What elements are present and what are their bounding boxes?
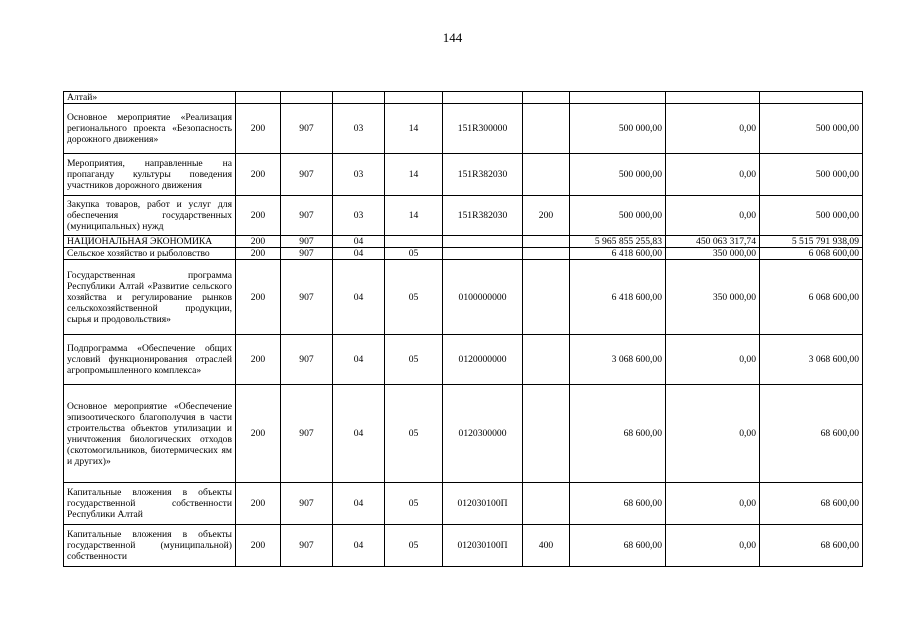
regional-amount-cell: 3 068 600,00 [760,335,863,385]
federal-amount-cell: 0,00 [666,104,760,154]
federal-amount-cell: 450 063 317,74 [666,236,760,248]
ministry-code-cell: 907 [281,248,333,260]
regional-amount-cell: 68 600,00 [760,385,863,483]
expense-type-cell [523,483,570,525]
subsection-code-cell: 05 [385,525,443,567]
subsection-code-cell: 05 [385,248,443,260]
total-amount-cell: 3 068 600,00 [570,335,666,385]
code-cell: 200 [236,196,281,236]
ministry-code-cell: 907 [281,154,333,196]
ministry-code-cell: 907 [281,236,333,248]
ministry-code-cell: 907 [281,483,333,525]
section-code-cell: 04 [333,335,385,385]
federal-amount-cell: 0,00 [666,385,760,483]
table-row [64,483,863,525]
table-row [64,260,863,335]
table-row [64,335,863,385]
target-article-cell: 0120000000 [443,335,523,385]
row-name-cell: Государственная программа Республики Алтай «Развитие сельского хозяйства и регулирование рынков сельскохозяйственной продукции, сырья и продовольствия» [64,260,236,335]
expense-type-cell [523,104,570,154]
total-amount-cell: 500 000,00 [570,104,666,154]
section-code-cell: 04 [333,248,385,260]
ministry-code-cell: 907 [281,196,333,236]
total-amount-cell: 68 600,00 [570,525,666,567]
row-name-cell: Сельское хозяйство и рыболовство [64,248,236,260]
regional-amount-cell: 500 000,00 [760,104,863,154]
page-number: 144 [442,30,463,45]
row-name-cell: Основное мероприятие «Реализация регионального проекта «Безопасность дорожного движения» [64,104,236,154]
row-name-cell: Алтай» [64,92,236,104]
code-cell: 200 [236,236,281,248]
section-code-cell: 04 [333,385,385,483]
subsection-code-cell: 05 [385,335,443,385]
code-cell: 200 [236,525,281,567]
table-row [64,385,863,483]
row-name-cell: Закупка товаров, работ и услуг для обеспечения государственных (муниципальных) нужд [64,196,236,236]
subsection-code-cell: 05 [385,483,443,525]
code-cell: 200 [236,335,281,385]
federal-amount-cell: 0,00 [666,483,760,525]
ministry-code-cell: 907 [281,104,333,154]
row-name-cell: НАЦИОНАЛЬНАЯ ЭКОНОМИКА [64,236,236,248]
expense-type-cell: 200 [523,196,570,236]
section-code-cell: 04 [333,260,385,335]
ministry-code-cell: 907 [281,335,333,385]
table-row [64,525,863,567]
subsection-code-cell [385,236,443,248]
table-row [64,248,863,260]
code-cell [236,92,281,104]
subsection-code-cell: 05 [385,385,443,483]
target-article-cell: 012030100П [443,483,523,525]
ministry-code-cell: 907 [281,260,333,335]
expense-type-cell [523,385,570,483]
table-row [64,104,863,154]
target-article-cell: 012030100П [443,525,523,567]
federal-amount-cell: 0,00 [666,154,760,196]
table-row [64,154,863,196]
code-cell: 200 [236,483,281,525]
code-cell: 200 [236,154,281,196]
total-amount-cell: 6 418 600,00 [570,248,666,260]
federal-amount-cell: 350 000,00 [666,248,760,260]
target-article-cell: 0120300000 [443,385,523,483]
target-article-cell: 151R300000 [443,104,523,154]
federal-amount-cell: 0,00 [666,196,760,236]
total-amount-cell: 68 600,00 [570,385,666,483]
target-article-cell [443,236,523,248]
federal-amount-cell: 0,00 [666,335,760,385]
regional-amount-cell: 6 068 600,00 [760,260,863,335]
total-amount-cell: 500 000,00 [570,154,666,196]
total-amount-cell: 500 000,00 [570,196,666,236]
regional-amount-cell [760,92,863,104]
row-name-cell: Подпрограмма «Обеспечение общих условий функционирования отраслей агропромышленного комплекса» [64,335,236,385]
subsection-code-cell [385,92,443,104]
section-code-cell: 03 [333,104,385,154]
subsection-code-cell: 14 [385,196,443,236]
subsection-code-cell: 14 [385,104,443,154]
row-name-cell: Капитальные вложения в объекты государственной (муниципальной) собственности [64,525,236,567]
regional-amount-cell: 5 515 791 938,09 [760,236,863,248]
ministry-code-cell: 907 [281,525,333,567]
section-code-cell: 04 [333,236,385,248]
regional-amount-cell: 68 600,00 [760,483,863,525]
federal-amount-cell: 0,00 [666,525,760,567]
expense-type-cell [523,335,570,385]
row-name-cell: Основное мероприятие «Обеспечение эпизоотического благополучия в части строительства объектов утилизации и уничтожения биологических отходов (скотомогильников, биотермических ям и других)» [64,385,236,483]
regional-amount-cell: 500 000,00 [760,196,863,236]
code-cell: 200 [236,385,281,483]
code-cell: 200 [236,260,281,335]
subsection-code-cell: 05 [385,260,443,335]
ministry-code-cell: 907 [281,385,333,483]
section-code-cell [333,92,385,104]
row-name-cell: Капитальные вложения в объекты государственной собственности Республики Алтай [64,483,236,525]
section-code-cell: 04 [333,525,385,567]
expense-type-cell [523,248,570,260]
total-amount-cell [570,92,666,104]
section-code-cell: 03 [333,154,385,196]
target-article-cell: 151R382030 [443,154,523,196]
expense-type-cell [523,92,570,104]
table-row [64,236,863,248]
target-article-cell: 151R382030 [443,196,523,236]
expense-type-cell [523,236,570,248]
budget-table [63,91,863,567]
total-amount-cell: 68 600,00 [570,483,666,525]
ministry-code-cell [281,92,333,104]
regional-amount-cell: 68 600,00 [760,525,863,567]
total-amount-cell: 6 418 600,00 [570,260,666,335]
section-code-cell: 04 [333,483,385,525]
regional-amount-cell: 500 000,00 [760,154,863,196]
federal-amount-cell [666,92,760,104]
expense-type-cell [523,154,570,196]
expense-type-cell [523,260,570,335]
subsection-code-cell: 14 [385,154,443,196]
expense-type-cell: 400 [523,525,570,567]
regional-amount-cell: 6 068 600,00 [760,248,863,260]
code-cell: 200 [236,104,281,154]
code-cell: 200 [236,248,281,260]
target-article-cell [443,248,523,260]
table-row [64,92,863,104]
section-code-cell: 03 [333,196,385,236]
target-article-cell: 0100000000 [443,260,523,335]
federal-amount-cell: 350 000,00 [666,260,760,335]
table-row [64,196,863,236]
total-amount-cell: 5 965 855 255,83 [570,236,666,248]
row-name-cell: Мероприятия, направленные на пропаганду культуры поведения участников дорожного движения [64,154,236,196]
target-article-cell [443,92,523,104]
